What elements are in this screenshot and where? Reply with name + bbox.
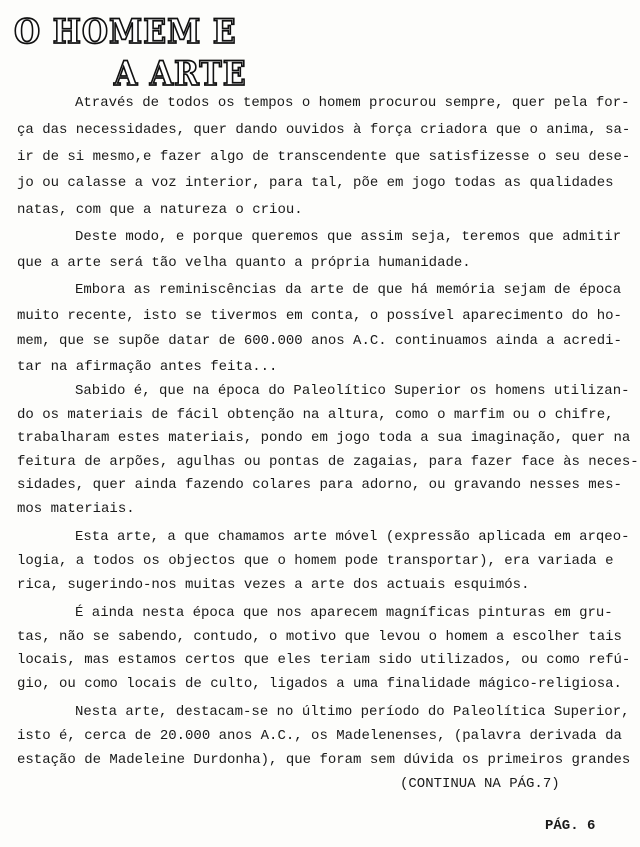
text-line: Sabido é, que na época do Paleolítico Superior os homens utilizan- xyxy=(75,383,630,399)
text-line: Esta arte, a que chamamos arte móvel (expressão aplicada em arqeo- xyxy=(75,529,630,545)
text-line: que a arte será tão velha quanto a própria humanidade. xyxy=(17,255,471,271)
text-line: trabalharam estes materiais, pondo em jogo toda a sua imaginação, quer na xyxy=(17,430,631,447)
paragraph-3 xyxy=(17,278,622,380)
text-line: gio, ou como locais de culto, ligados a uma finalidade mágico-religiosa. xyxy=(17,675,622,692)
text-line: jo ou calasse a voz interior, para tal, põe em jogo todas as qualidades xyxy=(17,175,614,192)
paragraph-5 xyxy=(17,525,630,597)
text-line: mem, que se supõe datar de 600.000 anos A.C. continuamos ainda a acredi- xyxy=(17,333,622,349)
text-line: Deste modo, e porque queremos que assim seja, teremos que admitir xyxy=(75,229,622,245)
text-line: Através de todos os tempos o homem procurou sempre, quer pela for- xyxy=(75,95,630,111)
text-line: Nesta arte, destacam-se no último período do Paleolítica Superior, xyxy=(75,704,630,720)
text-line: rica, sugerindo-nos muitas vezes a arte dos actuais esquimós. xyxy=(17,577,530,593)
text-line: tas, não se sabendo, contudo, o motivo que levou o homem a escolher tais xyxy=(17,628,622,645)
text-line: Embora as reminiscências da arte de que há memória sejam de época xyxy=(75,282,622,298)
text-line: isto é, cerca de 20.000 anos A.C., os Madelenenses, (palavra derivada da xyxy=(17,728,622,744)
article-title-line-2: A ARTE xyxy=(114,54,247,94)
text-line: ir de si mesmo,e fazer algo de transcendente que satisfizesse o seu dese- xyxy=(17,148,631,165)
paragraph-1 xyxy=(17,90,630,224)
text-line: estação de Madeleine Durdonha), que foram sem dúvida os primeiros grandes xyxy=(17,752,631,768)
paragraph-4 xyxy=(17,380,639,522)
text-line: tar na afirmação antes feita... xyxy=(17,358,278,375)
text-line: locais, mas estamos certos que eles teriam sido utilizados, ou como refú- xyxy=(17,652,631,668)
page-number: PÁG. 6 xyxy=(545,818,596,834)
paragraph-7 xyxy=(17,700,630,772)
paragraph-6 xyxy=(17,602,630,696)
paragraph-2 xyxy=(17,224,621,276)
text-line: É ainda nesta época que nos aparecem magníficas pinturas em gru- xyxy=(75,605,613,621)
text-line: ça das necessidades, quer dando ouvidos à força criadora que o anima, sa- xyxy=(17,121,631,138)
continuation-note: (CONTINUA NA PÁG.7) xyxy=(400,776,560,792)
text-line: mos materiais. xyxy=(17,500,135,517)
text-line: muito recente, isto se tivermos em conta, o possível aparecimento do ho- xyxy=(17,307,622,324)
text-line: sidades, quer ainda fazendo colares para adorno, ou gravando nesses mes- xyxy=(17,477,622,494)
text-line: do os materiais de fácil obtenção na altura, como o marfim ou o chifre, xyxy=(17,406,614,423)
text-line: feitura de arpões, agulhas ou pontas de zagaias, para fazer face às neces- xyxy=(17,453,639,470)
article-title-line-1: O HOMEM E xyxy=(14,12,237,52)
text-line: logia, a todos os objectos que o homem pode transportar), era variada e xyxy=(17,553,614,569)
text-line: natas, com que a natureza o criou. xyxy=(17,202,303,219)
